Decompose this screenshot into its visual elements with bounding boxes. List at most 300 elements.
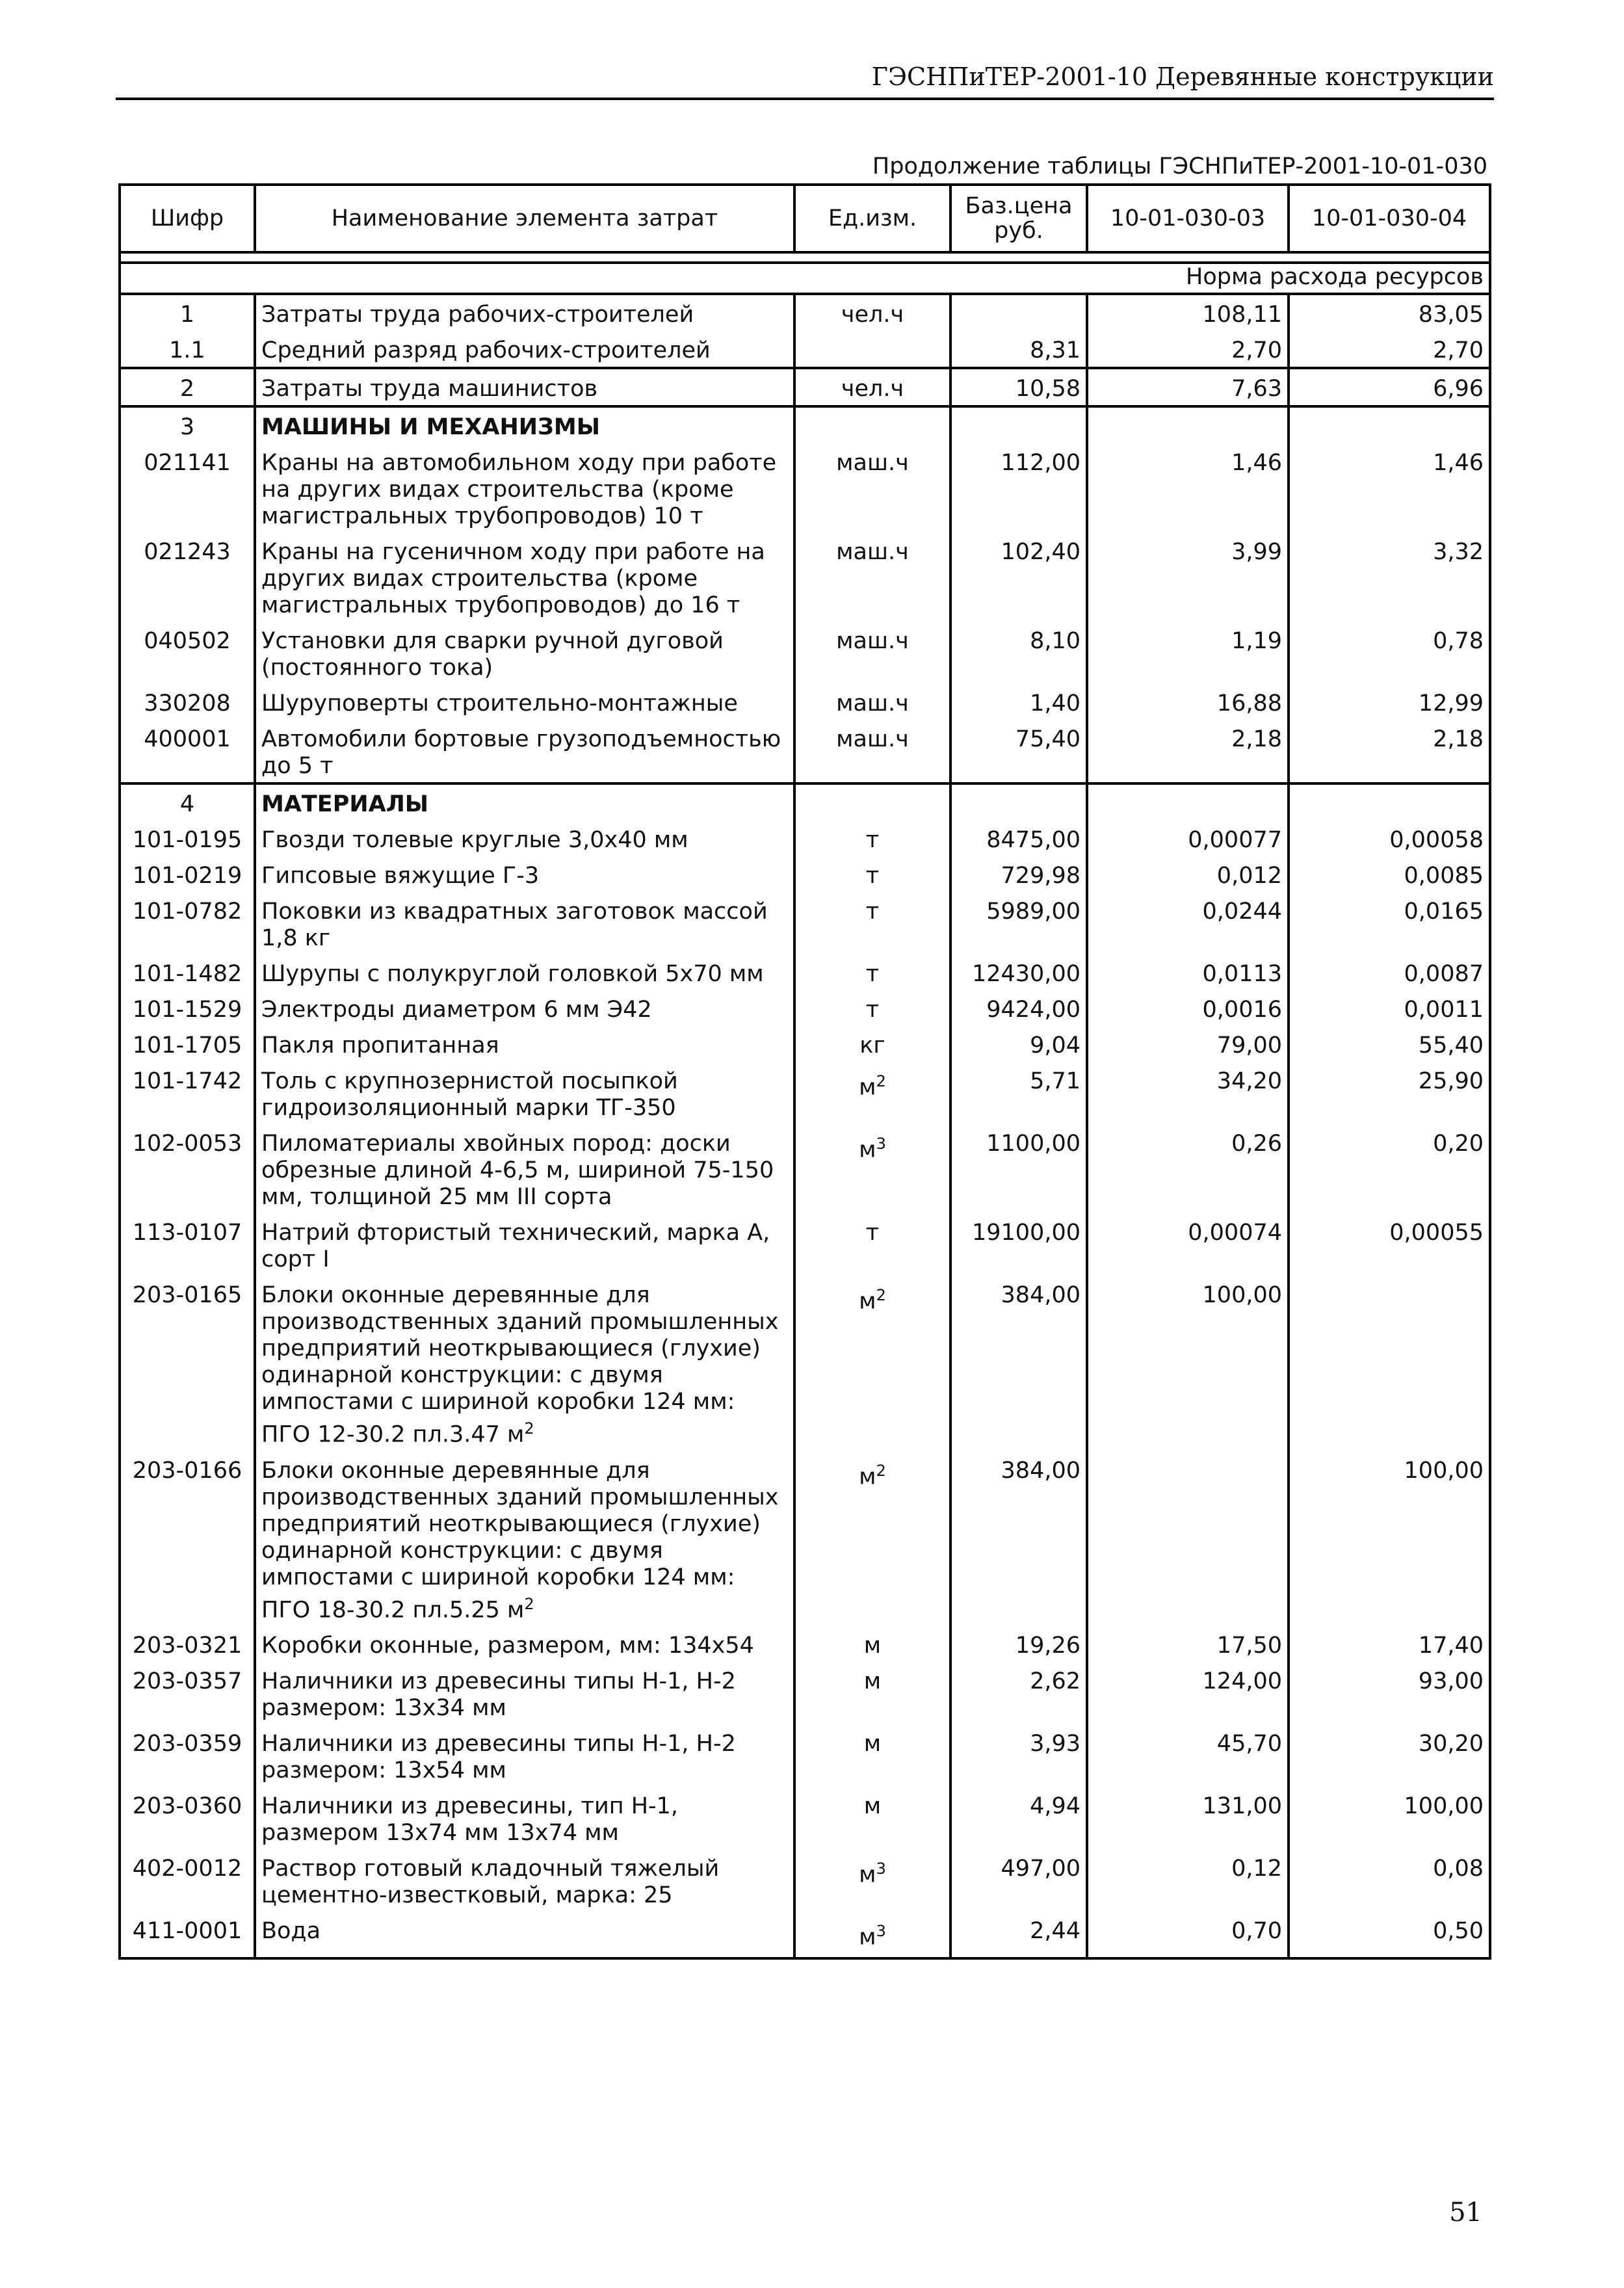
cell-col3-text: 0,70	[1231, 1918, 1282, 1945]
cell-price-text: 75,40	[1015, 726, 1080, 752]
cell-name-text: Толь с крупнозернистой посыпкой гидроизоляционный марки ТГ-350	[261, 1068, 678, 1121]
cell-price	[950, 821, 1087, 856]
cell-name	[255, 533, 794, 622]
cell-price	[950, 990, 1087, 1026]
cell-price-text: 12430,00	[971, 961, 1080, 987]
cell-code-text: 101-0219	[132, 863, 242, 889]
cell-code	[120, 1276, 255, 1451]
cell-price-text: 5,71	[1030, 1068, 1080, 1094]
table-row	[120, 1451, 1490, 1627]
cell-name	[255, 443, 794, 533]
cell-price-text: 8,10	[1030, 628, 1080, 654]
cell-price-text: 102,40	[1001, 539, 1080, 565]
cell-unit	[794, 1124, 950, 1213]
cell-unit-text: м	[859, 1137, 876, 1163]
cell-col3	[1087, 720, 1289, 783]
cell-name-text: Блоки оконные деревянные для производственных зданий промышленных предприятий неоткрывающиеся (глухие) одинарной конструкции: с двумя импостами с шириной коробки 124 мм: ПГО 12-30.2 пл.3.47 м	[261, 1282, 779, 1448]
cell-col3	[1087, 1451, 1289, 1627]
cell-code	[120, 1626, 255, 1662]
table-row	[120, 720, 1490, 783]
cell-unit	[794, 892, 950, 954]
cell-code-text: 101-1742	[132, 1068, 242, 1094]
cell-code-text: 203-0165	[132, 1282, 242, 1308]
cell-col4-text: 0,0087	[1404, 961, 1484, 987]
cell-col3	[1087, 1026, 1289, 1062]
cell-col4-text: 0,50	[1433, 1918, 1484, 1945]
cell-col3	[1087, 294, 1289, 331]
cell-price	[950, 368, 1087, 406]
cell-unit-text: м	[859, 1861, 876, 1888]
table-row	[120, 1724, 1490, 1787]
cell-unit	[794, 331, 950, 368]
table-row	[120, 684, 1490, 720]
cell-col4-text: 1,46	[1433, 450, 1484, 476]
unit-superscript: 3	[876, 1860, 886, 1878]
table-row	[120, 1849, 1490, 1912]
cell-code-text: 203-0166	[132, 1457, 242, 1484]
cell-unit-text: маш.ч	[836, 690, 909, 717]
cell-code	[120, 1787, 255, 1849]
cell-unit-text: м	[863, 1731, 882, 1757]
cell-price	[950, 622, 1087, 684]
cell-unit	[794, 1724, 950, 1787]
name-superscript: 2	[524, 1419, 534, 1438]
cell-price	[950, 856, 1087, 892]
cell-col3	[1087, 1124, 1289, 1213]
cell-col3	[1087, 684, 1289, 720]
cell-name-text: Пиломатериалы хвойных пород: доски обрезные длиной 4-6,5 м, шириной 75-150 мм, толщиной 25 мм III сорта	[261, 1131, 774, 1210]
table-row	[120, 1787, 1490, 1849]
cell-name	[255, 1124, 794, 1213]
cell-price-text: 2,62	[1030, 1668, 1080, 1695]
cell-price	[950, 1124, 1087, 1213]
cell-code-text: 203-0357	[132, 1668, 242, 1695]
cell-unit	[794, 783, 950, 821]
cell-col3-text: 7,63	[1231, 376, 1282, 402]
cell-unit-text: т	[865, 863, 880, 889]
header-name: Наименование элемента затрат	[255, 185, 794, 252]
cell-col4	[1289, 331, 1490, 368]
cell-unit-text: т	[865, 1220, 880, 1246]
header-col3: 10-01-030-03	[1087, 185, 1289, 252]
cell-col4-text: 12,99	[1418, 690, 1484, 717]
cell-name	[255, 1912, 794, 1958]
cell-name-text: Наличники из древесины, тип Н-1, размером 13х74 мм 13х74 мм	[261, 1793, 679, 1847]
cell-name	[255, 856, 794, 892]
cell-code	[120, 294, 255, 331]
cell-price-text: 10,58	[1015, 376, 1080, 402]
cell-code-text: 402-0012	[132, 1856, 242, 1882]
cell-code	[120, 856, 255, 892]
cell-code	[120, 1662, 255, 1724]
cell-unit	[794, 406, 950, 443]
cell-code-text: 113-0107	[132, 1220, 242, 1246]
cell-col4	[1289, 1626, 1490, 1662]
cell-col4	[1289, 1026, 1490, 1062]
cell-code-text: 101-0195	[132, 827, 242, 853]
cell-col4-text: 0,00058	[1389, 827, 1484, 853]
cell-code	[120, 954, 255, 990]
cell-name-text: Коробки оконные, размером, мм: 134х54	[261, 1633, 754, 1659]
cell-name	[255, 368, 794, 406]
cell-col3	[1087, 1662, 1289, 1724]
cell-price-text: 19100,00	[971, 1220, 1080, 1246]
cell-price-text: 384,00	[1001, 1282, 1080, 1308]
cell-price	[950, 1912, 1087, 1958]
cell-name-text: Затраты труда машинистов	[261, 376, 598, 402]
cell-unit	[794, 1276, 950, 1451]
table-row	[120, 368, 1490, 406]
cell-code	[120, 821, 255, 856]
cell-code	[120, 1451, 255, 1627]
cell-price	[950, 406, 1087, 443]
cell-unit	[794, 821, 950, 856]
cell-code-text: 1.1	[169, 337, 205, 363]
cell-col4-text: 0,0011	[1404, 997, 1484, 1023]
cell-price-text: 112,00	[1001, 450, 1080, 476]
cell-unit	[794, 1787, 950, 1849]
cell-unit-text: т	[865, 961, 880, 987]
norm-row	[120, 263, 1490, 294]
cell-code	[120, 684, 255, 720]
cell-name-text: Электроды диаметром 6 мм Э42	[261, 997, 652, 1023]
cell-code-text: 203-0321	[132, 1633, 242, 1659]
table-row	[120, 533, 1490, 622]
cell-col4	[1289, 720, 1490, 783]
cell-code	[120, 1849, 255, 1912]
cell-name	[255, 1451, 794, 1627]
table-row	[120, 1662, 1490, 1724]
cell-code	[120, 1062, 255, 1124]
cell-price-text: 729,98	[1001, 863, 1080, 889]
cell-unit-text: т	[865, 827, 880, 853]
cell-price-text: 8,31	[1030, 337, 1080, 363]
cell-col4-text: 0,00055	[1389, 1220, 1484, 1246]
cell-name-text: Поковки из квадратных заготовок массой 1,8 кг	[261, 899, 768, 951]
cell-col3	[1087, 1912, 1289, 1958]
cell-unit	[794, 1062, 950, 1124]
cell-name-text: Натрий фтористый технический, марка А, сорт I	[261, 1220, 770, 1272]
cell-col3-text: 0,00077	[1188, 827, 1282, 853]
cell-code	[120, 533, 255, 622]
cell-name-text: Краны на гусеничном ходу при работе на других видах строительства (кроме магистральных трубопроводов) до 16 т	[261, 539, 765, 618]
cell-col4	[1289, 368, 1490, 406]
cell-col3-text: 2,18	[1231, 726, 1282, 752]
cell-col4	[1289, 684, 1490, 720]
cell-col3	[1087, 990, 1289, 1026]
cell-col4	[1289, 1787, 1490, 1849]
cell-name-text: Вода	[261, 1918, 321, 1945]
cell-col3-text: 124,00	[1202, 1668, 1282, 1695]
table-row	[120, 1026, 1490, 1062]
cell-unit-text: маш.ч	[836, 628, 909, 654]
cell-unit	[794, 368, 950, 406]
cell-col4	[1289, 1849, 1490, 1912]
table-row	[120, 892, 1490, 954]
cell-code	[120, 368, 255, 406]
cell-name	[255, 1724, 794, 1787]
cell-col4-text: 2,70	[1433, 337, 1484, 363]
cell-unit	[794, 1912, 950, 1958]
cell-price-text: 3,93	[1030, 1731, 1080, 1757]
cell-col4-text: 100,00	[1404, 1457, 1484, 1484]
cell-unit-text: т	[865, 997, 880, 1023]
cell-name	[255, 720, 794, 783]
cell-price	[950, 684, 1087, 720]
unit-superscript: 3	[876, 1922, 886, 1941]
cell-code	[120, 331, 255, 368]
cell-code	[120, 892, 255, 954]
cell-code-text: 1	[179, 302, 195, 328]
cell-col4	[1289, 1276, 1490, 1451]
cell-name-text: Установки для сварки ручной дуговой (постоянного тока)	[261, 628, 724, 681]
table-row	[120, 1626, 1490, 1662]
cell-col4-text: 25,90	[1418, 1068, 1484, 1094]
header-unit: Ед.изм.	[794, 185, 950, 252]
cell-col3	[1087, 1276, 1289, 1451]
cell-name	[255, 1062, 794, 1124]
cell-code-text: 040502	[144, 628, 231, 654]
cell-name	[255, 1626, 794, 1662]
cell-col3	[1087, 892, 1289, 954]
cell-code-text: 021141	[144, 450, 231, 476]
cell-name-text: Краны на автомобильном ходу при работе на других видах строительства (кроме магистральных трубопроводов) 10 т	[261, 450, 777, 529]
cell-col4-text: 2,18	[1433, 726, 1484, 752]
cell-unit-text: маш.ч	[836, 539, 909, 565]
cell-unit	[794, 1626, 950, 1662]
cell-price	[950, 1724, 1087, 1787]
cell-price	[950, 1787, 1087, 1849]
cell-col4-text: 0,0085	[1404, 863, 1484, 889]
norm-label: Норма расхода ресурсов	[120, 263, 1490, 294]
cell-price-text: 8475,00	[986, 827, 1080, 853]
cell-name-text: Наличники из древесины типы Н-1, Н-2 размером: 13х34 мм	[261, 1668, 736, 1722]
cell-col3-text: 1,19	[1231, 628, 1282, 654]
table-row	[120, 406, 1490, 443]
cell-col3	[1087, 533, 1289, 622]
cell-name	[255, 406, 794, 443]
cell-col3-text: 45,70	[1216, 1731, 1282, 1757]
cell-col3-text: 131,00	[1202, 1793, 1282, 1820]
cell-col4	[1289, 622, 1490, 684]
cell-price	[950, 1213, 1087, 1276]
cell-col4-text: 0,08	[1433, 1856, 1484, 1882]
cell-code-text: 400001	[144, 726, 231, 752]
cell-price	[950, 892, 1087, 954]
cell-col4	[1289, 1724, 1490, 1787]
cell-unit	[794, 533, 950, 622]
cell-col3	[1087, 1626, 1289, 1662]
cell-unit	[794, 1026, 950, 1062]
name-superscript: 2	[524, 1594, 534, 1613]
cell-col3-text: 0,0244	[1202, 899, 1282, 925]
cell-price-text: 9,04	[1030, 1032, 1080, 1059]
cell-name	[255, 622, 794, 684]
cell-name	[255, 892, 794, 954]
table-row	[120, 856, 1490, 892]
cell-price-text: 1,40	[1030, 690, 1080, 717]
cell-code-text: 101-1705	[132, 1032, 242, 1059]
cell-col3-text: 100,00	[1202, 1282, 1282, 1308]
cell-col4	[1289, 821, 1490, 856]
table-row	[120, 821, 1490, 856]
table-row	[120, 1062, 1490, 1124]
cell-code	[120, 1912, 255, 1958]
cell-name-text: Раствор готовый кладочный тяжелый цементно-известковый, марка: 25	[261, 1856, 720, 1909]
cell-price-text: 384,00	[1001, 1457, 1080, 1484]
cell-price	[950, 1026, 1087, 1062]
cell-price-text: 9424,00	[986, 997, 1080, 1023]
cell-unit-text: кг	[859, 1032, 885, 1059]
cell-code	[120, 990, 255, 1026]
cell-col3	[1087, 1062, 1289, 1124]
cell-name	[255, 1787, 794, 1849]
cell-name-text: МАШИНЫ И МЕХАНИЗМЫ	[261, 414, 601, 440]
cell-col3	[1087, 1724, 1289, 1787]
table-header-row	[120, 185, 1490, 252]
cell-col4	[1289, 954, 1490, 990]
cell-name	[255, 294, 794, 331]
cell-col4	[1289, 1451, 1490, 1627]
cell-col4	[1289, 1662, 1490, 1724]
table-row	[120, 783, 1490, 821]
cell-code	[120, 1026, 255, 1062]
cell-col4	[1289, 1912, 1490, 1958]
table-row	[120, 954, 1490, 990]
cell-price-text: 4,94	[1030, 1793, 1080, 1820]
cell-name-text: Наличники из древесины типы Н-1, Н-2 размером: 13х54 мм	[261, 1731, 736, 1784]
cell-price-text: 2,44	[1030, 1918, 1080, 1945]
cell-unit-text: т	[865, 899, 880, 925]
header-col4: 10-01-030-04	[1289, 185, 1490, 252]
cell-col4-text: 0,78	[1433, 628, 1484, 654]
cell-code-text: 101-1482	[132, 961, 242, 987]
cell-price-text: 497,00	[1001, 1856, 1080, 1882]
cell-price	[950, 1062, 1087, 1124]
cell-unit-text: м	[859, 1924, 876, 1951]
cell-code-text: 203-0359	[132, 1731, 242, 1757]
cell-col4-text: 0,20	[1433, 1131, 1484, 1157]
cell-price	[950, 1276, 1087, 1451]
cell-price	[950, 720, 1087, 783]
table-row	[120, 1124, 1490, 1213]
cell-name-text: Гипсовые вяжущие Г-3	[261, 863, 540, 889]
cell-col4	[1289, 1062, 1490, 1124]
cell-col4-text: 93,00	[1418, 1668, 1484, 1695]
cell-code	[120, 406, 255, 443]
cell-unit	[794, 294, 950, 331]
cell-col4	[1289, 1124, 1490, 1213]
cell-code-text: 3	[179, 414, 195, 440]
page-number: 51	[1449, 2198, 1482, 2228]
cell-name	[255, 1213, 794, 1276]
cell-name	[255, 990, 794, 1026]
cell-unit-text: чел.ч	[841, 302, 904, 328]
cell-price	[950, 1626, 1087, 1662]
cell-col3-text: 1,46	[1231, 450, 1282, 476]
cell-code	[120, 720, 255, 783]
cell-name-text: Затраты труда рабочих-строителей	[261, 302, 694, 328]
cell-col3	[1087, 331, 1289, 368]
cell-col3-text: 2,70	[1231, 337, 1282, 363]
cell-name-text: Пакля пропитанная	[261, 1032, 499, 1059]
cell-col3-text: 0,012	[1216, 863, 1282, 889]
header-price: Баз.цена руб.	[950, 185, 1087, 252]
cell-name	[255, 783, 794, 821]
cell-unit	[794, 684, 950, 720]
cell-code-text: 2	[179, 376, 195, 402]
unit-superscript: 2	[876, 1072, 886, 1090]
cell-name-text: Средний разряд рабочих-строителей	[261, 337, 711, 363]
table-row	[120, 1276, 1490, 1451]
cell-unit-text: м	[859, 1074, 876, 1101]
cell-col4	[1289, 892, 1490, 954]
cell-price	[950, 954, 1087, 990]
cell-col3-text: 34,20	[1216, 1068, 1282, 1094]
cell-name	[255, 331, 794, 368]
cell-col3-text: 0,0113	[1202, 961, 1282, 987]
table-caption: Продолжение таблицы ГЭСНПиТЕР-2001-10-01-030	[872, 153, 1487, 179]
cell-name	[255, 684, 794, 720]
cell-col3-text: 3,99	[1231, 539, 1282, 565]
cell-col3-text: 79,00	[1216, 1032, 1282, 1059]
cell-col4	[1289, 406, 1490, 443]
cell-col3-text: 0,26	[1231, 1131, 1282, 1157]
cell-col4	[1289, 990, 1490, 1026]
cell-name	[255, 1662, 794, 1724]
cell-col3	[1087, 406, 1289, 443]
cell-code	[120, 1124, 255, 1213]
cell-col3-text: 0,00074	[1188, 1220, 1282, 1246]
cell-price	[950, 533, 1087, 622]
cell-col4-text: 0,0165	[1404, 899, 1484, 925]
cell-unit	[794, 1451, 950, 1627]
cell-unit-text: маш.ч	[836, 450, 909, 476]
cell-name	[255, 1026, 794, 1062]
cell-name-text: МАТЕРИАЛЫ	[261, 791, 429, 817]
cell-col3	[1087, 1787, 1289, 1849]
cell-code	[120, 443, 255, 533]
cell-code	[120, 783, 255, 821]
cell-col4-text: 55,40	[1418, 1032, 1484, 1059]
cell-unit	[794, 1662, 950, 1724]
cell-col3-text: 0,12	[1231, 1856, 1282, 1882]
cell-price	[950, 1662, 1087, 1724]
running-header: ГЭСНПиТЕР-2001-10 Деревянные конструкции	[116, 59, 1494, 100]
cell-unit-text: м	[863, 1633, 882, 1659]
unit-superscript: 2	[876, 1286, 886, 1304]
cell-price	[950, 331, 1087, 368]
cell-col3	[1087, 1849, 1289, 1912]
cell-unit-text: маш.ч	[836, 726, 909, 752]
cell-name-text: Автомобили бортовые грузоподъемностью до 5 т	[261, 726, 781, 779]
cell-col4-text: 17,40	[1418, 1633, 1484, 1659]
cell-price	[950, 1451, 1087, 1627]
cell-unit-text: м	[859, 1464, 876, 1490]
table-row	[120, 443, 1490, 533]
cell-price	[950, 783, 1087, 821]
cell-unit-text: м	[863, 1668, 882, 1695]
cell-name	[255, 1849, 794, 1912]
cell-col4-text: 83,05	[1418, 302, 1484, 328]
cell-unit	[794, 990, 950, 1026]
cell-name-text: Шуруповерты строительно-монтажные	[261, 690, 738, 717]
cell-col3	[1087, 443, 1289, 533]
cell-col3	[1087, 368, 1289, 406]
cell-unit-text: чел.ч	[841, 376, 904, 402]
cell-col4	[1289, 443, 1490, 533]
cell-col4	[1289, 856, 1490, 892]
